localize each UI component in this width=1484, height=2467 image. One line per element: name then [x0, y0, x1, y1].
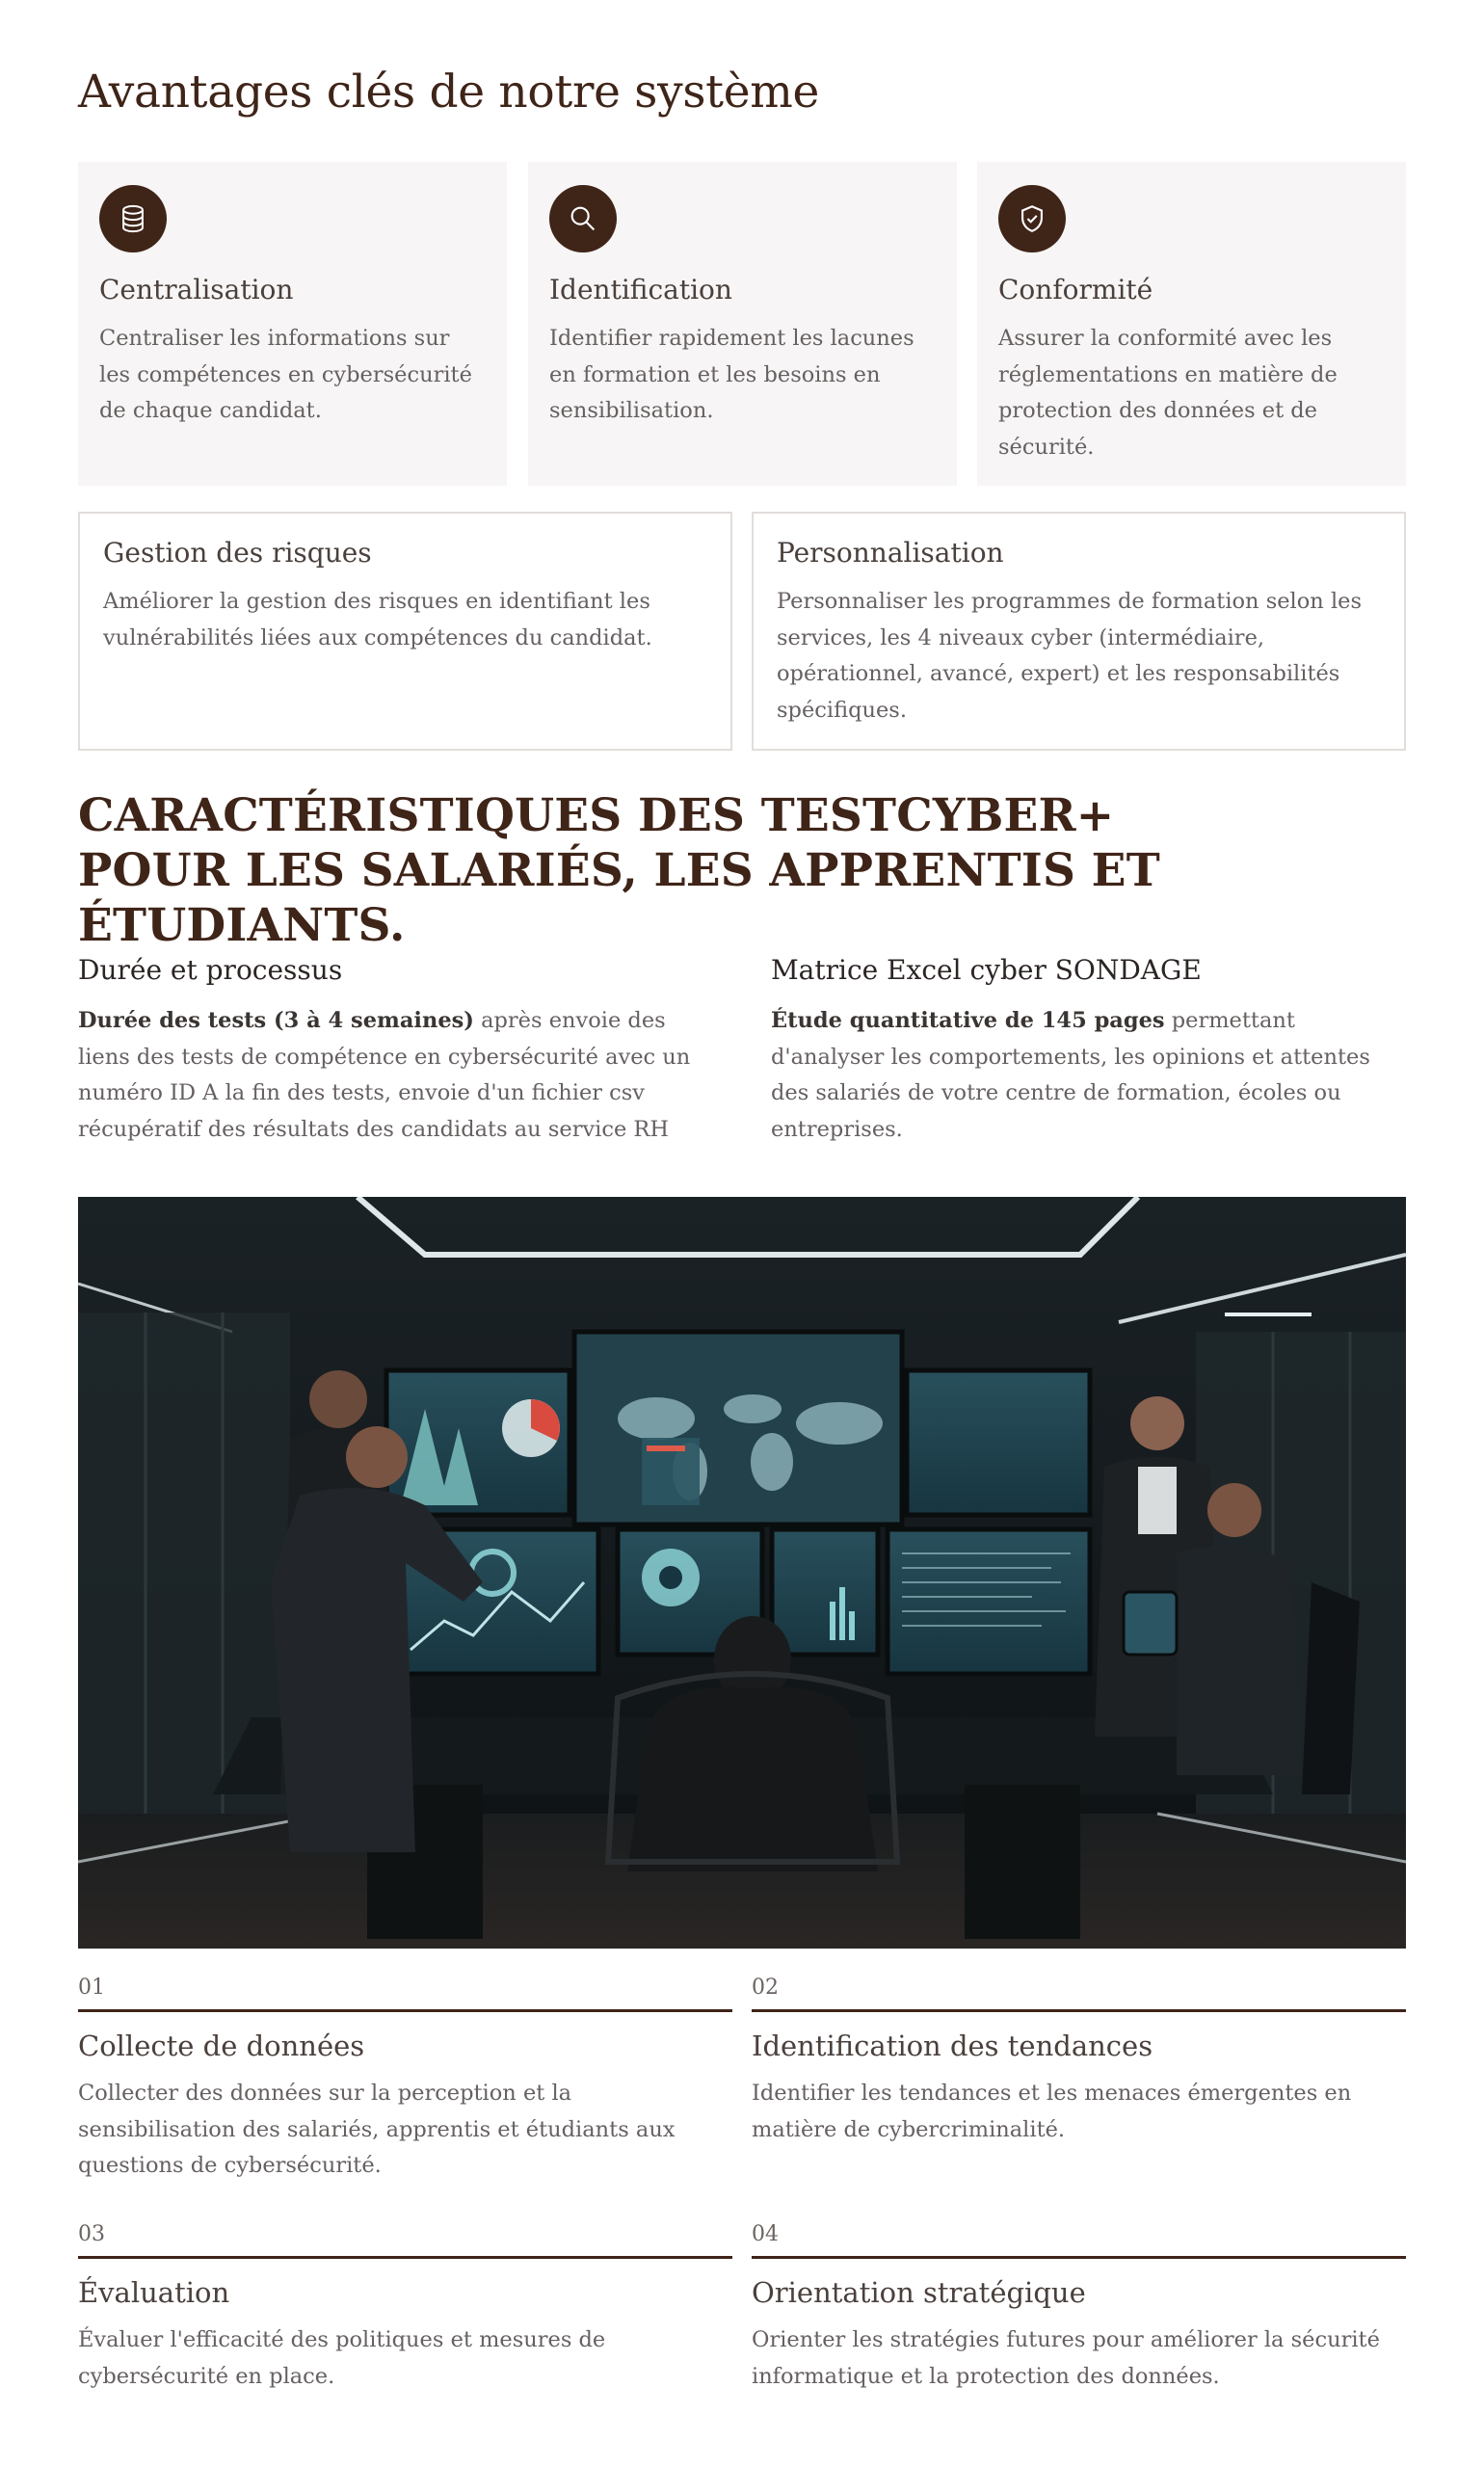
advantage-card-personnalisation — [752, 512, 1406, 751]
card-text: Identifier rapidement les lacunes en formation et les besoins en sensibilisation. — [549, 326, 914, 423]
search-icon — [549, 185, 617, 252]
step-title: Identification des tendances — [752, 2029, 1153, 2062]
section-title-characteristics: CARACTÉRISTIQUES DES TESTCYBER+ POUR LES SALARIÉS, LES APPRENTIS ET ÉTUDIANTS. — [78, 789, 1160, 952]
card-text: Améliorer la gestion des risques en identifiant les vulnérabilités liées aux compétences du candidat. — [103, 589, 652, 650]
step-title: Collecte de données — [78, 2029, 365, 2062]
card-title: Gestion des risques — [103, 537, 372, 569]
card-text: Centraliser les informations sur les compétences en cybersécurité de chaque candidat. — [99, 326, 472, 423]
step-number: 04 — [752, 2222, 1406, 2259]
step-text: Collecter des données sur la perception et la sensibilisation des salariés, apprentis et étudiants aux questions de cybersécurité. — [78, 2081, 676, 2178]
feature-title: Durée et processus — [78, 954, 343, 986]
step-text: Évaluer l'efficacité des politiques et mesures de cybersécurité en place. — [78, 2327, 606, 2389]
card-title: Identification — [549, 274, 732, 305]
advantage-card-identification — [528, 162, 957, 486]
feature-text-rest: après envoie des liens des tests de compétence en cybersécurité avec un numéro ID A la fin des tests, envoie d'un fichier csv récupératif des résultats des candidats au service RH — [78, 1008, 691, 1142]
step-03 — [78, 2222, 732, 2395]
feature-duration-process — [78, 954, 714, 1148]
database-icon — [99, 185, 167, 252]
step-02 — [752, 1976, 1406, 2148]
step-04 — [752, 2222, 1406, 2395]
feature-text — [78, 1003, 714, 1148]
card-title: Centralisation — [99, 274, 294, 305]
card-title: Personnalisation — [777, 537, 1004, 569]
feature-title: Matrice Excel cyber SONDAGE — [771, 954, 1202, 986]
feature-text — [771, 1003, 1407, 1148]
step-title: Orientation stratégique — [752, 2276, 1086, 2309]
step-number: 02 — [752, 1976, 1406, 2012]
feature-text-bold: Durée des tests (3 à 4 semaines) — [78, 1008, 474, 1033]
step-title: Évaluation — [78, 2276, 230, 2309]
step-number: 03 — [78, 2222, 732, 2259]
card-title: Conformité — [998, 274, 1153, 305]
step-01 — [78, 1976, 732, 2185]
advantage-card-centralisation — [78, 162, 507, 486]
advantage-card-gestion-risques — [78, 512, 732, 751]
feature-excel-matrix — [771, 954, 1407, 1148]
shield-check-icon — [998, 185, 1066, 252]
feature-text-rest: permettant d'analyser les comportements, les opinions et attentes des salariés de votre centre de formation, écoles ou entreprises. — [771, 1008, 1370, 1142]
section-title-advantages: Avantages clés de notre système — [78, 66, 820, 119]
step-text: Orienter les stratégies futures pour améliorer la sécurité informatique et la protection des données. — [752, 2327, 1380, 2389]
step-text: Identifier les tendances et les menaces émergentes en matière de cybercriminalité. — [752, 2081, 1352, 2142]
card-text: Personnaliser les programmes de formation selon les services, les 4 niveaux cyber (intermédiaire, opérationnel, avancé, expert) et les responsabilités spécifiques. — [777, 589, 1363, 723]
step-number: 01 — [78, 1976, 732, 2012]
security-operations-photo — [78, 1197, 1406, 1949]
feature-text-bold: Étude quantitative de 145 pages — [771, 1008, 1165, 1033]
card-text: Assurer la conformité avec les réglementations en matière de protection des données et de sécurité. — [998, 326, 1338, 460]
advantage-card-conformite — [977, 162, 1406, 486]
